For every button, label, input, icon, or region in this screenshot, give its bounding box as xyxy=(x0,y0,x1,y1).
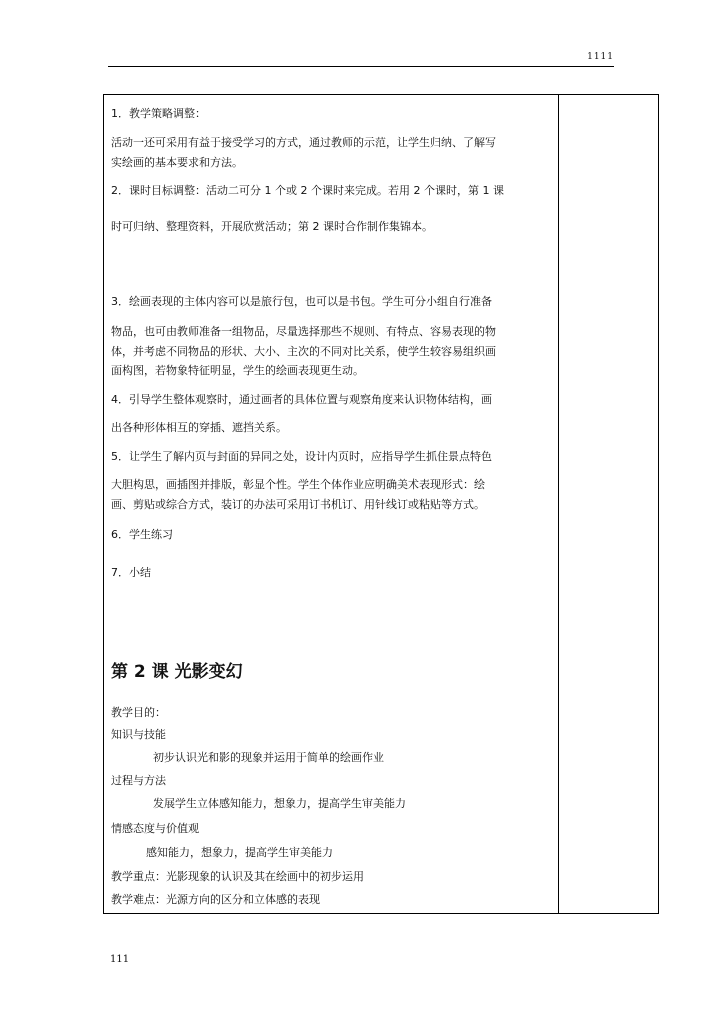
strategy-item7: 7．小结 xyxy=(111,566,151,579)
strategy-item3-line4: 面构图，若物象特征明显，学生的绘画表现更生动。 xyxy=(111,364,364,377)
strategy-item2-line2: 时可归纳、整理资料，开展欣赏活动；第 2 课时合作制作集锦本。 xyxy=(111,220,433,233)
strategy-item5-line1: 5．让学生了解内页与封面的异同之处，设计内页时，应指导学生抓住景点特色 xyxy=(111,450,492,463)
header-rule xyxy=(108,66,614,67)
lesson-title: 第 2 课 光影变幻 xyxy=(111,662,243,682)
strategy-item1-line1: 活动一还可采用有益于接受学习的方式，通过教师的示范，让学生归纳、了解写 xyxy=(111,136,496,149)
knowledge-label: 知识与技能 xyxy=(111,728,166,741)
difficulty: 教学难点：光源方向的区分和立体感的表现 xyxy=(111,893,320,906)
knowledge-text: 初步认识光和影的现象并运用于简单的绘画作业 xyxy=(153,751,384,764)
strategy-item2-line1: 2．课时目标调整：活动二可分 1 个或 2 个课时来完成。若用 2 个课时，第 1 课 xyxy=(111,184,504,197)
strategy-item3-line2: 物品，也可由教师准备一组物品，尽量选择那些不规则、有特点、容易表现的物 xyxy=(111,325,496,338)
strategy-item3-line1: 3．绘画表现的主体内容可以是旅行包，也可以是书包。学生可分小组自行准备 xyxy=(111,295,492,308)
strategy-heading: 1．教学策略调整： xyxy=(111,107,206,120)
emotion-label: 情感态度与价值观 xyxy=(111,822,199,835)
key-point: 教学重点：光影现象的认识及其在绘画中的初步运用 xyxy=(111,870,364,883)
footer-page-number: 111 xyxy=(110,954,130,965)
strategy-item3-line3: 体，并考虑不同物品的形状、大小、主次的不同对比关系，使学生较容易组织画 xyxy=(111,345,496,358)
strategy-item1-line2: 实绘画的基本要求和方法。 xyxy=(111,156,243,169)
strategy-item4-line1: 4．引导学生整体观察时，通过画者的具体位置与观察角度来认识物体结构，画 xyxy=(111,393,492,406)
emotion-text: 感知能力，想象力，提高学生审美能力 xyxy=(146,846,333,859)
process-label: 过程与方法 xyxy=(111,774,166,787)
strategy-item5-line3: 画、剪贴或综合方式，装订的办法可采用订书机订、用针线订或粘贴等方式。 xyxy=(111,498,485,511)
strategy-item4-line2: 出各种形体相互的穿插、遮挡关系。 xyxy=(111,421,287,434)
process-text: 发展学生立体感知能力，想象力，提高学生审美能力 xyxy=(153,797,406,810)
lesson-plan-table xyxy=(103,94,659,914)
header-page-number: 1111 xyxy=(587,52,614,62)
objectives-label: 教学目的： xyxy=(111,706,166,719)
strategy-item6: 6．学生练习 xyxy=(111,528,173,541)
column-divider xyxy=(558,95,559,913)
strategy-item5-line2: 大胆构思，画插图并排版，彰显个性。学生个体作业应明确美术表现形式：绘 xyxy=(111,478,485,491)
